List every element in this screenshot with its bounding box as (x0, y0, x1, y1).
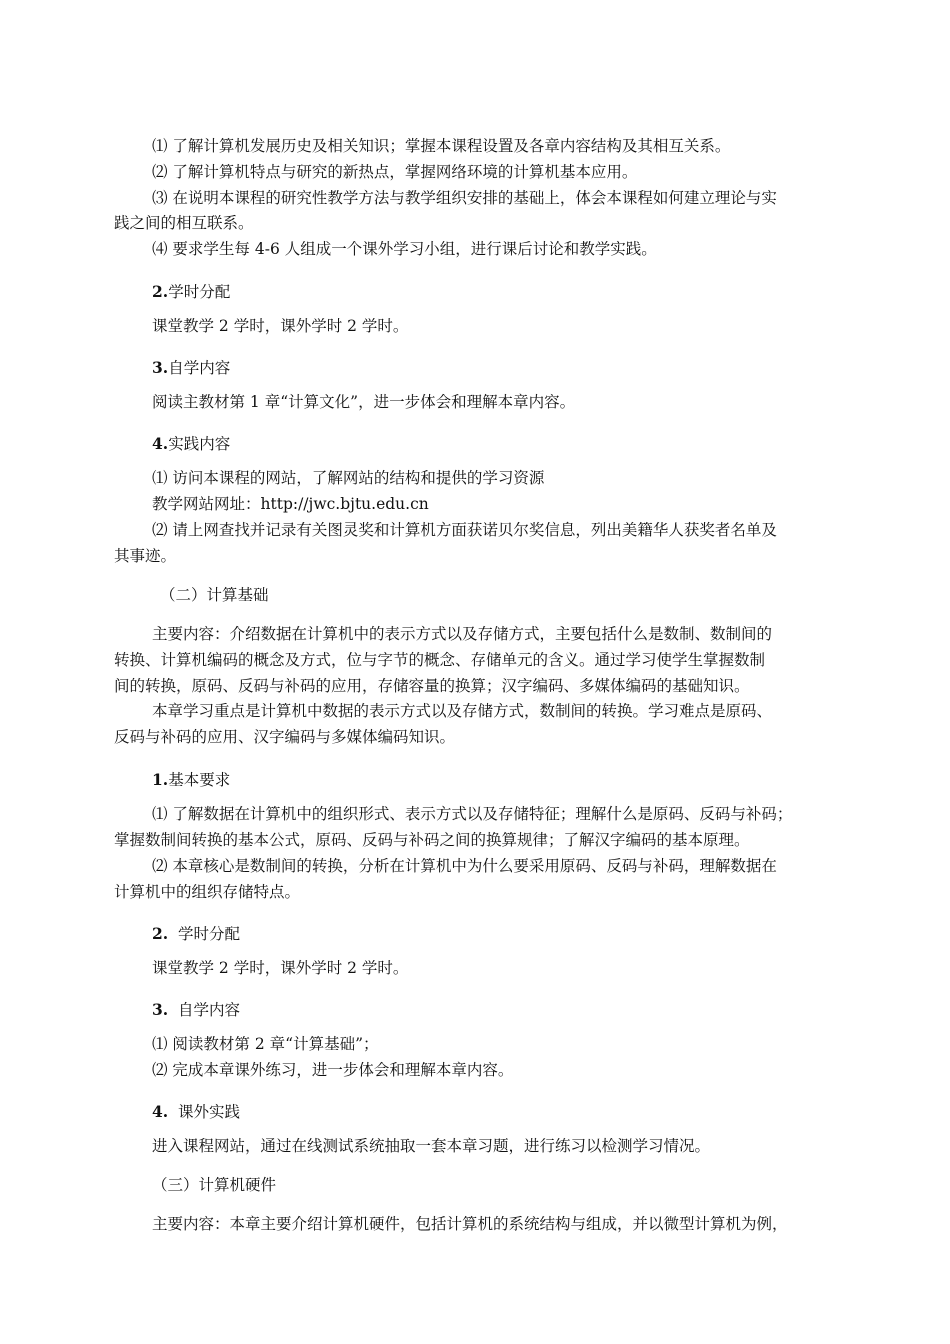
paragraph: 课堂教学 2 学时，课外学时 2 学时。 (152, 959, 409, 977)
heading-text: 课外实践 (178, 1103, 241, 1121)
paragraph: 主要内容：介绍数据在计算机中的表示方式以及存储方式，主要包括什么是数制、数制间的 (152, 625, 773, 643)
paragraph: ⑴ 访问本课程的网站，了解网站的结构和提供的学习资源 (152, 469, 545, 487)
section-heading (152, 433, 230, 455)
section-heading (152, 769, 230, 791)
website-line: 教学网站网址：http://jwc.bjtu.edu.cn (152, 495, 429, 513)
heading-text: 自学内容 (178, 1001, 241, 1019)
paragraph: 进入课程网站，通过在线测试系统抽取一套本章习题，进行练习以检测学习情况。 (152, 1137, 711, 1155)
section-heading (152, 923, 240, 945)
section-heading (152, 357, 230, 379)
heading-number: 2. (152, 282, 169, 301)
list-item: ⑷ 要求学生每 4-6 人组成一个课外学习小组，进行课后讨论和教学实践。 (152, 240, 657, 258)
heading-number: 3. (152, 1000, 169, 1019)
heading-text: 学时分配 (168, 283, 231, 301)
paragraph: 转换、计算机编码的概念及方式，位与字节的概念、存储单元的含义。通过学习使学生掌握数制 (114, 651, 766, 669)
section-heading (152, 1101, 240, 1123)
paragraph: 反码与补码的应用、汉字编码与多媒体编码知识。 (114, 728, 456, 746)
list-item: ⑴ 了解计算机发展历史及相关知识；掌握本课程设置及各章内容结构及其相互关系。 (152, 137, 731, 155)
paragraph: 间的转换，原码、反码与补码的应用，存储容量的换算；汉字编码、多媒体编码的基础知识。 (114, 677, 750, 695)
heading-text: 自学内容 (168, 359, 231, 377)
heading-number: 1. (152, 770, 169, 789)
heading-number: 4. (152, 434, 169, 453)
list-item: ⑶ 在说明本课程的研究性教学方法与教学组织安排的基础上，体会本课程如何建立理论与实 (152, 189, 777, 207)
paragraph: 其事迹。 (114, 547, 177, 565)
paragraph: 课堂教学 2 学时，课外学时 2 学时。 (152, 317, 409, 335)
paragraph: ⑵ 请上网查找并记录有关图灵奖和计算机方面获诺贝尔奖信息，列出美籍华人获奖者名单及 (152, 521, 777, 539)
heading-text: 基本要求 (168, 771, 231, 789)
section-title: （三）计算机硬件 (152, 1176, 277, 1194)
list-item: ⑵ 了解计算机特点与研究的新热点，掌握网络环境的计算机基本应用。 (152, 163, 638, 181)
heading-number: 3. (152, 358, 169, 377)
heading-text: 学时分配 (178, 925, 241, 943)
list-item: ⑵ 完成本章课外练习，进一步体会和理解本章内容。 (152, 1061, 514, 1079)
list-item: 计算机中的组织存储特点。 (114, 883, 301, 901)
paragraph: 主要内容：本章主要介绍计算机硬件，包括计算机的系统结构与组成，并以微型计算机为例， (152, 1215, 788, 1233)
list-item: ⑵ 本章核心是数制间的转换，分析在计算机中为什么要采用原码、反码与补码，理解数据在 (152, 857, 777, 875)
heading-number: 4. (152, 1102, 169, 1121)
paragraph: 本章学习重点是计算机中数据的表示方式以及存储方式，数制间的转换。学习难点是原码、 (152, 702, 773, 720)
section-title: （二）计算基础 (160, 586, 269, 604)
heading-number: 2. (152, 924, 169, 943)
paragraph: 阅读主教材第 1 章“计算文化”，进一步体会和理解本章内容。 (152, 393, 576, 411)
list-item: ⑴ 阅读教材第 2 章“计算基础”； (152, 1035, 379, 1053)
list-item: 践之间的相互联系。 (114, 214, 254, 232)
list-item: ⑴ 了解数据在计算机中的组织形式、表示方式以及存储特征；理解什么是原码、反码与补码； (152, 805, 793, 823)
heading-text: 实践内容 (168, 435, 231, 453)
list-item: 掌握数制间转换的基本公式，原码、反码与补码之间的换算规律；了解汉字编码的基本原理。 (114, 831, 750, 849)
section-heading (152, 281, 230, 303)
section-heading (152, 999, 240, 1021)
